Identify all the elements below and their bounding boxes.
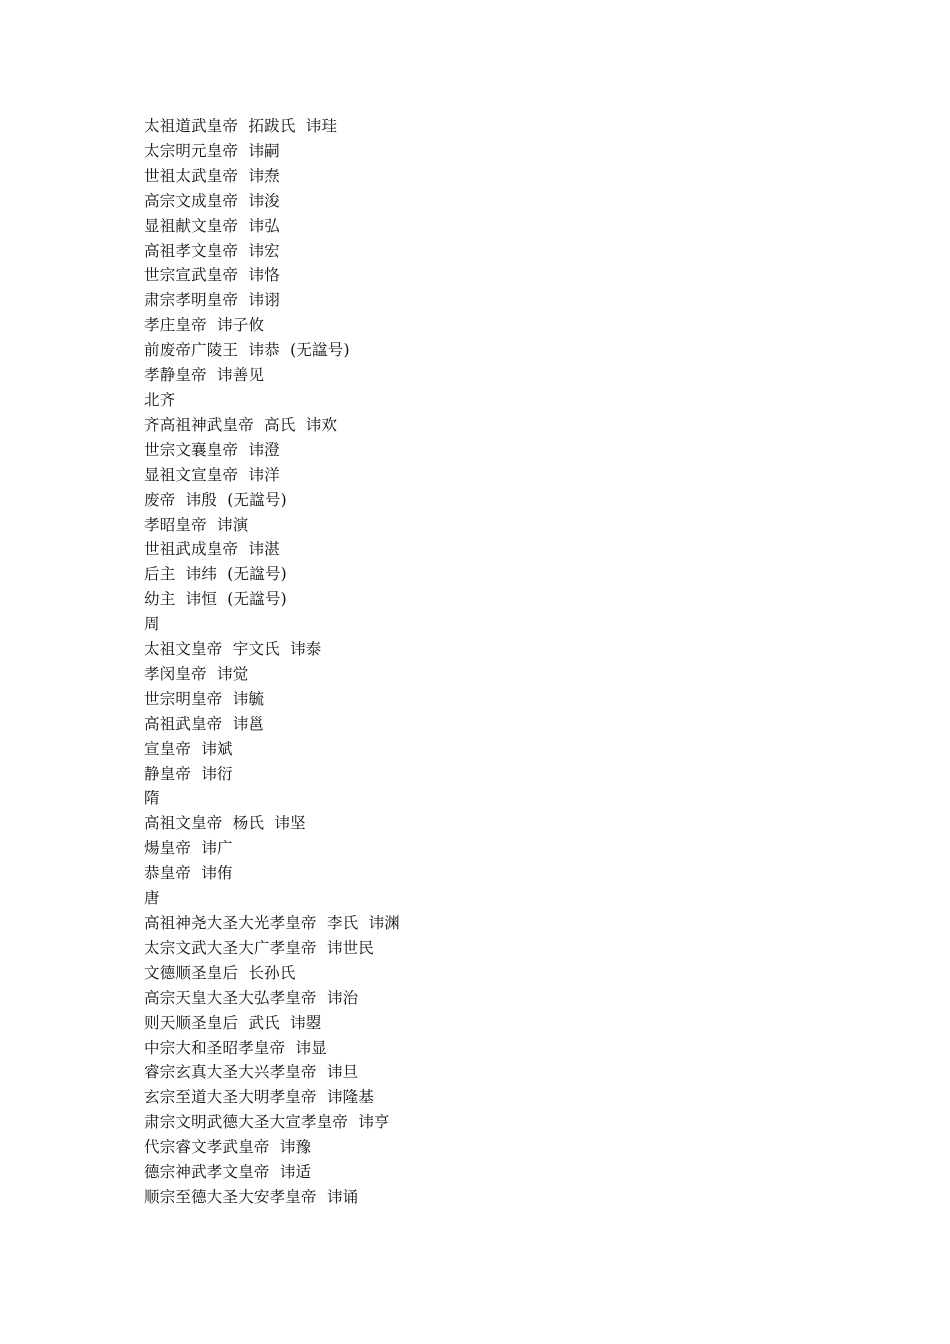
text-line: 太宗文武大圣大广孝皇帝 讳世民 bbox=[144, 938, 375, 957]
text-line: 高祖孝文皇帝 讳宏 bbox=[144, 241, 280, 260]
text-line: 高祖文皇帝 杨氏 讳坚 bbox=[144, 814, 306, 833]
section-heading: 周 bbox=[144, 615, 160, 634]
text-line: 世宗宣武皇帝 讳恪 bbox=[144, 266, 280, 285]
text-line: 世祖武成皇帝 讳湛 bbox=[144, 540, 280, 559]
section-heading: 北齐 bbox=[144, 390, 176, 409]
text-line: 文德顺圣皇后 长孙氏 bbox=[144, 963, 296, 982]
text-line: 孝昭皇帝 讳演 bbox=[144, 515, 249, 534]
section-heading: 唐 bbox=[144, 889, 160, 908]
text-line: 世宗文襄皇帝 讳澄 bbox=[144, 440, 280, 459]
text-line: 孝静皇帝 讳善见 bbox=[144, 366, 265, 385]
text-line: 高祖神尧大圣大光孝皇帝 李氏 讳渊 bbox=[144, 914, 401, 932]
text-line: 前废帝广陵王 讳恭 (无諡号) bbox=[144, 341, 350, 360]
text-line: 高祖武皇帝 讳邕 bbox=[144, 714, 265, 733]
text-line: 宣皇帝 讳斌 bbox=[144, 739, 233, 758]
text-line: 静皇帝 讳衍 bbox=[144, 764, 233, 783]
text-line: 肃宗文明武德大圣大宣孝皇帝 讳亨 bbox=[144, 1113, 390, 1132]
text-line: 后主 讳纬 (无諡号) bbox=[144, 565, 287, 584]
text-line: 高宗文成皇帝 讳浚 bbox=[144, 191, 280, 210]
text-lines bbox=[144, 114, 844, 1210]
text-line: 中宗大和圣昭孝皇帝 讳显 bbox=[144, 1038, 327, 1057]
text-line: 世宗明皇帝 讳毓 bbox=[144, 689, 265, 708]
text-line: 顺宗至德大圣大安孝皇帝 讳诵 bbox=[144, 1187, 359, 1206]
text-line: 玄宗至道大圣大明孝皇帝 讳隆基 bbox=[144, 1088, 375, 1107]
text-line: 幼主 讳恒 (无諡号) bbox=[144, 590, 287, 609]
text-line: 显祖献文皇帝 讳弘 bbox=[144, 216, 280, 235]
text-line: 齐高祖神武皇帝 高氏 讳欢 bbox=[144, 415, 338, 434]
text-line: 太祖文皇帝 宇文氏 讳泰 bbox=[144, 640, 322, 659]
text-line: 恭皇帝 讳侑 bbox=[144, 864, 233, 883]
text-line: 显祖文宣皇帝 讳洋 bbox=[144, 465, 280, 484]
text-line: 废帝 讳殷 (无諡号) bbox=[144, 490, 287, 509]
text-line: 德宗神武孝文皇帝 讳适 bbox=[144, 1163, 312, 1182]
text-line: 则天顺圣皇后 武氏 讳曌 bbox=[144, 1013, 322, 1032]
section-heading: 隋 bbox=[144, 789, 160, 808]
text-line: 肃宗孝明皇帝 讳诩 bbox=[144, 291, 280, 310]
text-line: 高宗天皇大圣大弘孝皇帝 讳治 bbox=[144, 988, 359, 1007]
text-line: 睿宗玄真大圣大兴孝皇帝 讳旦 bbox=[144, 1063, 359, 1082]
text-line: 孝庄皇帝 讳子攸 bbox=[144, 316, 265, 335]
text-line: 太宗明元皇帝 讳嗣 bbox=[144, 141, 280, 160]
text-line: 太祖道武皇帝 拓跋氏 讳珪 bbox=[144, 117, 338, 135]
text-line: 孝闵皇帝 讳觉 bbox=[144, 664, 249, 683]
text-line: 代宗睿文孝武皇帝 讳豫 bbox=[144, 1138, 312, 1157]
text-line: 世祖太武皇帝 讳焘 bbox=[144, 166, 280, 185]
text-line: 煬皇帝 讳广 bbox=[144, 839, 233, 858]
